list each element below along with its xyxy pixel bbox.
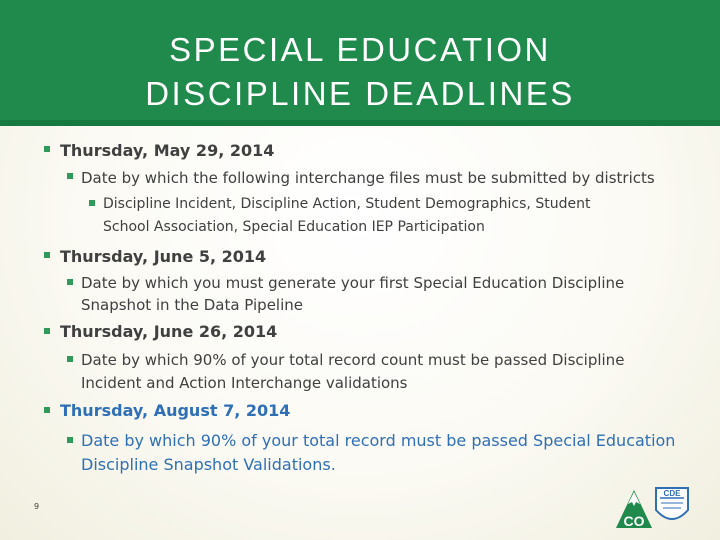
deadline-description-2-line-2: Snapshot in the Data Pipeline <box>81 296 304 314</box>
cde-co-logo <box>612 484 690 530</box>
bullet-icon <box>44 328 50 334</box>
deadline-description-4-line-2: Discipline Snapshot Validations. <box>81 455 336 474</box>
deadline-description-4-line-1: Date by which 90% of your total record must be passed Special Education <box>81 431 676 450</box>
logo-co-text: CO <box>623 513 645 529</box>
bullet-icon <box>89 200 95 206</box>
deadline-description-3-line-2: Incident and Action Interchange validations <box>81 374 408 392</box>
deadline-subitem-1-line-1: Discipline Incident, Discipline Action, Student Demographics, Student <box>103 196 591 212</box>
deadline-description-2-line-1: Date by which you must generate your first Special Education Discipline <box>81 274 625 292</box>
bullet-icon <box>67 356 73 362</box>
bullet-icon <box>44 252 50 258</box>
deadline-description-1: Date by which the following interchange files must be submitted by districts <box>81 169 655 187</box>
bullet-icon <box>67 437 73 443</box>
deadline-date-2: Thursday, June 5, 2014 <box>60 247 267 266</box>
deadline-subitem-1-line-2: School Association, Special Education IEP Participation <box>103 219 485 235</box>
slide-title-line-1: SPECIAL EDUCATION <box>169 31 551 68</box>
deadline-date-3: Thursday, June 26, 2014 <box>60 322 278 341</box>
deadline-description-3-line-1: Date by which 90% of your total record count must be passed Discipline <box>81 351 625 369</box>
logo-cde-text: CDE <box>663 489 681 498</box>
bullet-icon <box>44 407 50 413</box>
slide-title-line-2: DISCIPLINE DEADLINES <box>145 75 575 112</box>
deadline-date-1: Thursday, May 29, 2014 <box>60 141 275 160</box>
page-number: 9 <box>34 502 40 511</box>
deadline-date-4: Thursday, August 7, 2014 <box>60 401 291 420</box>
bullet-icon <box>67 279 73 285</box>
bullet-icon <box>67 173 73 179</box>
bullet-icon <box>44 146 50 152</box>
